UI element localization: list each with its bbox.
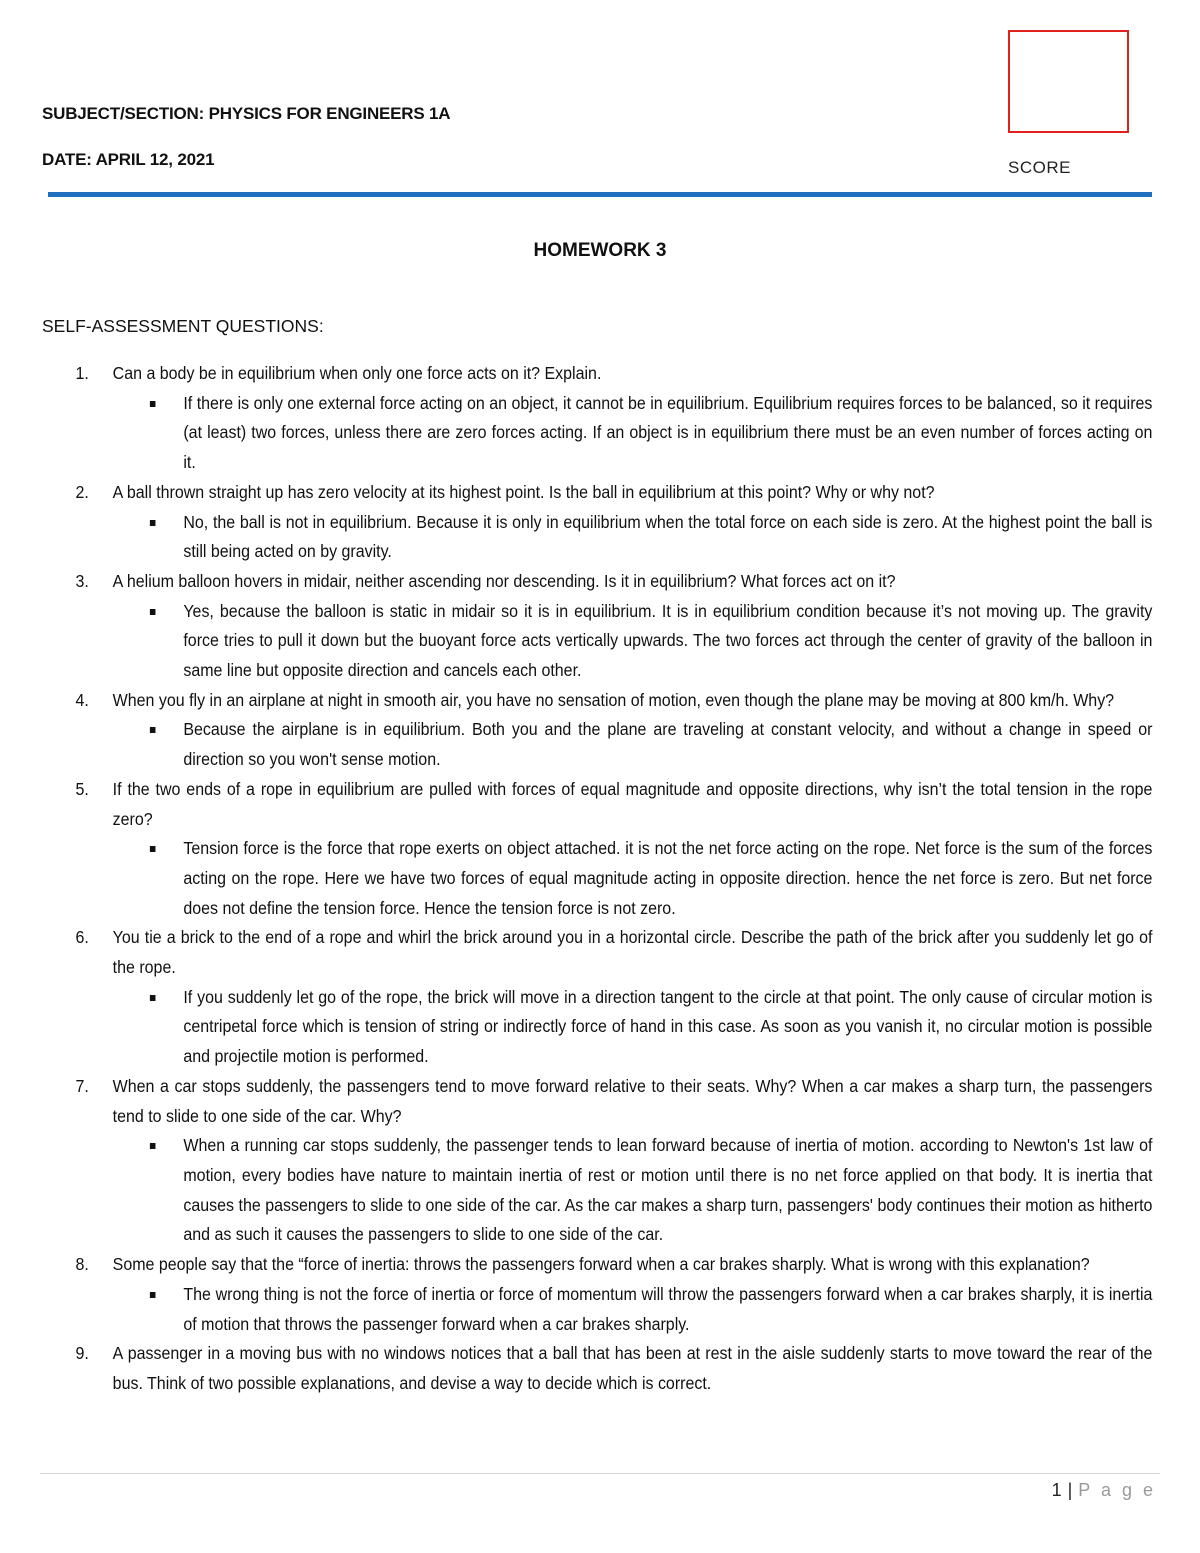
answer-item	[42, 983, 1152, 1072]
question-text: A passenger in a moving bus with no windows notices that a ball that has been at rest in the aisle suddenly starts to move toward the rear of the bus. Think of two possible explanations, and devise a way to decide which is correct.	[112, 1343, 1153, 1393]
question-item	[42, 923, 1152, 982]
square-bullet-icon	[150, 1292, 156, 1298]
question-item	[42, 567, 1152, 597]
page-footer	[1052, 1480, 1156, 1501]
score-box	[1008, 30, 1129, 133]
question-text: When you fly in an airplane at night in smooth air, you have no sensation of motion, even though the plane may be moving at 800 km/h. Why?	[112, 689, 1115, 710]
square-bullet-icon	[150, 846, 156, 852]
question-text: A helium balloon hovers in midair, neither ascending nor descending. Is it in equilibrium? What forces act on it?	[112, 570, 896, 591]
answer-item	[42, 834, 1152, 923]
question-item	[42, 1339, 1152, 1398]
footer-divider	[40, 1473, 1160, 1474]
question-number: 5.	[75, 778, 89, 799]
page-number: 1	[1051, 1480, 1062, 1500]
answer-text: The wrong thing is not the force of inertia or force of momentum will throw the passengers forward when a car brakes sharply, it is inertia of motion that throws the passenger forward when a car brakes sharply.	[183, 1283, 1153, 1334]
answer-text: If there is only one external force acting on an object, it cannot be in equilibrium. Equilibrium requires forces to be balanced, so it requires (at least) two forces, unless there are zero forces acting. If an object is in equilibrium there must be an even number of forces acting on it.	[183, 392, 1153, 473]
question-text: Some people say that the “force of inertia: throws the passengers forward when a car brakes sharply. What is wrong with this explanation?	[112, 1254, 1090, 1275]
answer-text: Because the airplane is in equilibrium. Both you and the plane are traveling at constant velocity, and without a change in speed or direction so you won't sense motion.	[183, 719, 1153, 770]
question-number: 6.	[75, 927, 89, 948]
square-bullet-icon	[150, 1143, 156, 1149]
square-bullet-icon	[150, 727, 156, 733]
answer-item	[42, 1131, 1152, 1250]
question-item	[42, 1250, 1152, 1280]
question-number: 9.	[75, 1343, 89, 1364]
page-title: HOMEWORK 3	[533, 240, 667, 261]
question-text: When a car stops suddenly, the passengers tend to move forward relative to their seats. Why? When a car makes a sharp turn, the passengers tend to slide to one side of the car. Why?	[112, 1075, 1153, 1126]
score-label: SCORE	[1008, 158, 1071, 177]
answer-text: If you suddenly let go of the rope, the brick will move in a direction tangent to the circle at that point. The only cause of circular motion is centripetal force which is tension of string or indirectly force of hand in this case. As soon as you vanish it, no circular motion is possible and projectile motion is performed.	[183, 986, 1153, 1067]
question-text: Can a body be in equilibrium when only one force acts on it? Explain.	[112, 363, 602, 383]
answer-text: No, the ball is not in equilibrium. Because it is only in equilibrium when the total force on each side is zero. At the highest point the ball is still being acted on by gravity.	[183, 511, 1153, 562]
question-text: A ball thrown straight up has zero velocity at its highest point. Is the ball in equilibrium at this point? Why or why not?	[112, 481, 935, 502]
question-list	[42, 359, 1153, 1399]
question-item	[42, 686, 1152, 716]
question-number: 8.	[75, 1254, 89, 1275]
answer-text: Yes, because the balloon is static in midair so it is in equilibrium. It is in equilibrium condition because it’s not moving up. The gravity force tries to pull it down but the buoyant force acts vertically upwards. The two forces act through the center of gravity of the balloon in same line but opposite direction and cancels each other.	[183, 600, 1153, 681]
question-number: 3.	[75, 570, 89, 591]
header-divider	[48, 192, 1152, 197]
question-number: 7.	[75, 1075, 89, 1096]
answer-item	[42, 715, 1152, 774]
answer-item	[42, 389, 1152, 478]
question-item	[42, 359, 1152, 389]
page-word: P a g e	[1078, 1480, 1156, 1500]
section-heading: SELF-ASSESSMENT QUESTIONS:	[42, 316, 324, 336]
question-item	[42, 1072, 1152, 1131]
square-bullet-icon	[150, 401, 156, 407]
question-number: 2.	[75, 481, 89, 502]
answer-item	[42, 1280, 1152, 1339]
question-item	[42, 775, 1152, 834]
square-bullet-icon	[150, 609, 156, 615]
date-line: DATE: APRIL 12, 2021	[42, 150, 215, 169]
question-number: 4.	[75, 689, 89, 710]
answer-text: Tension force is the force that rope exerts on object attached. it is not the net force acting on the rope. Net force is the sum of the forces acting on the rope. Here we have two forces of equal magnitude acting in opposite direction. hence the net force is zero. But net force does not define the tension force. Hence the tension force is not zero.	[183, 838, 1153, 918]
question-text: You tie a brick to the end of a rope and whirl the brick around you in a horizontal circle. Describe the path of the brick after you suddenly let go of the rope.	[112, 927, 1153, 978]
question-text: If the two ends of a rope in equilibrium are pulled with forces of equal magnitude and opposite directions, why isn’t the total tension in the rope zero?	[112, 778, 1153, 829]
footer-separator: |	[1067, 1480, 1073, 1500]
question-number: 1.	[75, 363, 89, 383]
answer-text: When a running car stops suddenly, the passenger tends to lean forward because of inertia of motion. according to Newton's 1st law of motion, every bodies have nature to maintain inertia of rest or motion until there is no net force applied on that body. It is inertia that causes the passengers to slide to one side of the car. As the car makes a sharp turn, passengers' body continues their motion as hitherto and as such it causes the passengers to slide to one side of the car.	[183, 1135, 1153, 1245]
question-item	[42, 478, 1152, 508]
answer-item	[42, 597, 1152, 686]
square-bullet-icon	[150, 520, 156, 526]
subject-section-line: SUBJECT/SECTION: PHYSICS FOR ENGINEERS 1A	[42, 104, 451, 123]
square-bullet-icon	[150, 995, 156, 1001]
answer-item	[42, 508, 1152, 567]
